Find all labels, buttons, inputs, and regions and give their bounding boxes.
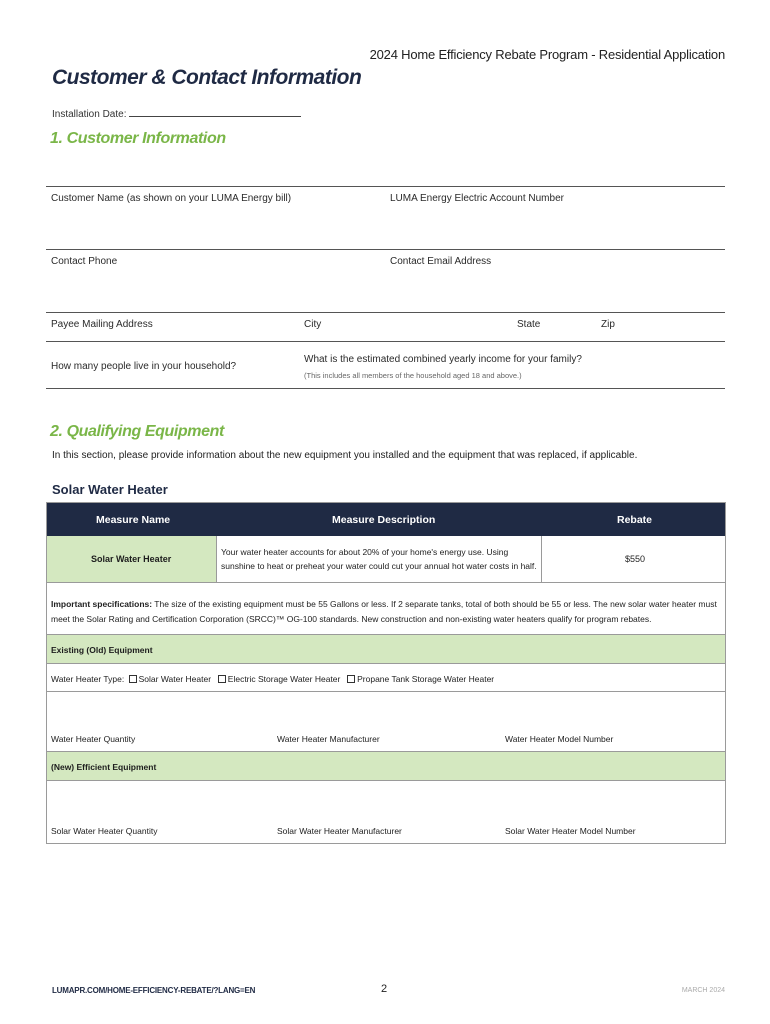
footer-date: MARCH 2024 <box>681 987 725 994</box>
col-rebate: Rebate <box>617 514 653 526</box>
contact-phone-label: Contact Phone <box>51 256 118 267</box>
installation-date-label: Installation Date: <box>52 109 127 120</box>
spec-line1: The size of the existing equipment must be 55 Gallons or less. If 2 separate tanks, total of both should be 55 or less. The new solar water heater must <box>152 599 717 609</box>
col-measure-name: Measure Name <box>96 514 171 526</box>
page-number: 2 <box>381 983 388 995</box>
city-label: City <box>304 319 322 330</box>
income-label: What is the estimated combined yearly income for your family? <box>304 354 582 365</box>
customer-name-row[interactable] <box>46 186 725 249</box>
footer-url: LUMAPR.COM/HOME-EFFICIENCY-REBATE/?LANG=EN <box>52 986 256 995</box>
old-quantity-label: Water Heater Quantity <box>51 734 136 744</box>
account-number-label: LUMA Energy Electric Account Number <box>390 193 564 204</box>
propane-tank-checkbox[interactable] <box>347 675 355 683</box>
measure-name: Solar Water Heater <box>91 554 172 564</box>
important-specifications <box>47 583 725 635</box>
page-title: Customer & Contact Information <box>52 66 362 89</box>
household-label: How many people live in your household? <box>51 361 237 372</box>
section-2-title: 2. Qualifying Equipment <box>50 423 224 440</box>
heater-type-label: Water Heater Type: <box>51 674 125 684</box>
income-note: (This includes all members of the household aged 18 and above.) <box>304 371 522 380</box>
new-manufacturer-label: Solar Water Heater Manufacturer <box>277 826 402 836</box>
payee-address-label: Payee Mailing Address <box>51 319 153 330</box>
heater-type-row <box>47 664 725 692</box>
table-header <box>47 503 725 536</box>
spec-label: Important specifications: <box>51 599 153 609</box>
section-1-title: 1. Customer Information <box>50 130 226 147</box>
col-measure-description: Measure Description <box>332 514 436 526</box>
state-label: State <box>517 319 541 330</box>
table-row <box>47 536 725 583</box>
new-equipment-band <box>47 752 725 781</box>
zip-label: Zip <box>601 319 615 330</box>
existing-equipment-label: Existing (Old) Equipment <box>51 645 153 655</box>
old-manufacturer-label: Water Heater Manufacturer <box>277 734 380 744</box>
measure-description-cell <box>217 536 542 582</box>
program-header: 2024 Home Efficiency Rebate Program - Residential Application <box>369 47 725 62</box>
new-equipment-label: (New) Efficient Equipment <box>51 762 157 772</box>
existing-equipment-band <box>47 635 725 664</box>
address-row[interactable] <box>46 312 725 341</box>
new-quantity-label: Solar Water Heater Quantity <box>51 826 158 836</box>
option-propane-label: Propane Tank Storage Water Heater <box>357 674 495 684</box>
measure-description-line1: Your water heater accounts for about 20% of your home's energy use. Using <box>221 547 509 557</box>
new-model-label: Solar Water Heater Model Number <box>505 826 636 836</box>
solar-water-heater-checkbox[interactable] <box>129 675 137 683</box>
new-equipment-fields[interactable] <box>47 781 725 843</box>
contact-row[interactable] <box>46 249 725 312</box>
electric-storage-checkbox[interactable] <box>218 675 226 683</box>
option-solar-label: Solar Water Heater <box>138 674 212 684</box>
old-equipment-fields[interactable] <box>47 692 725 752</box>
measure-description-line2: sunshine to heat or preheat your water could cut your annual hot water costs in half. <box>221 561 537 571</box>
heater-type-options <box>51 674 494 684</box>
solar-water-heater-heading: Solar Water Heater <box>52 482 168 497</box>
old-model-label: Water Heater Model Number <box>505 734 614 744</box>
section-2-intro: In this section, please provide information about the new equipment you installed and the equipment that was replaced, if applicable. <box>52 450 638 461</box>
spec-line2: meet the Solar Rating and Certification Corporation (SRCC)™ OG-100 standards. New construction and non-existing water heaters qualify for program rebates. <box>51 614 652 624</box>
option-electric-label: Electric Storage Water Heater <box>227 674 341 684</box>
measure-name-cell <box>47 536 217 582</box>
installation-date-blank[interactable] <box>129 108 301 117</box>
rebate-amount: $550 <box>625 554 646 564</box>
customer-name-label: Customer Name (as shown on your LUMA Energy bill) <box>51 193 292 204</box>
installation-date-field[interactable] <box>52 108 301 120</box>
household-row[interactable] <box>46 341 725 389</box>
contact-email-label: Contact Email Address <box>390 256 492 267</box>
equipment-table <box>46 502 726 844</box>
